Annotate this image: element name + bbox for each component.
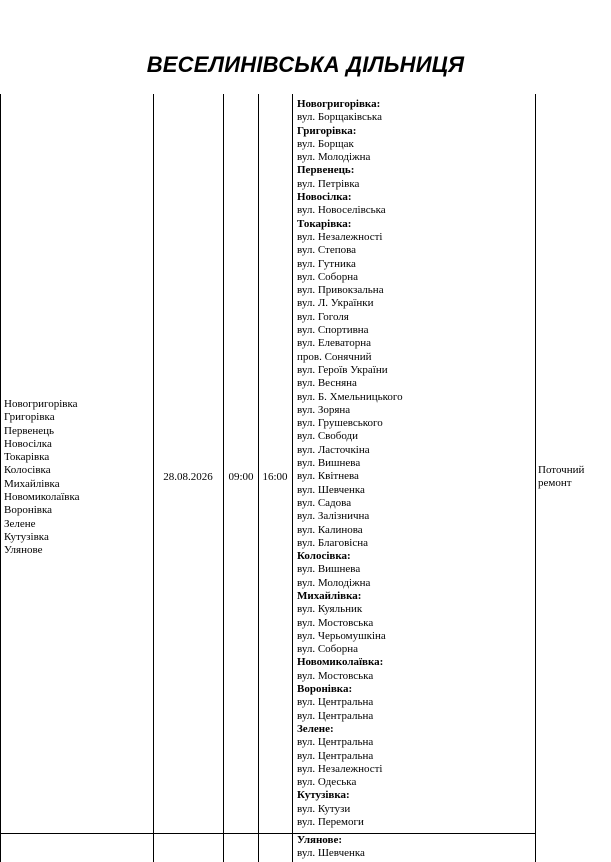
time-from-cell: 09:00 (228, 471, 254, 483)
street-item: вул. Соборна (297, 643, 359, 656)
village-name: Токарівка (4, 451, 50, 464)
street-item: пров. Сонячний (297, 350, 372, 363)
street-item: вул. Незалежності (297, 762, 383, 775)
column-border (223, 94, 224, 862)
street-item: вул. Ласточкіна (297, 443, 370, 456)
page-title: ВЕСЕЛИНІВСЬКА ДІЛЬНИЦЯ (146, 52, 465, 77)
village-name: Кутузівка (4, 530, 49, 543)
village-name: Михайлівка (4, 477, 60, 490)
street-item: вул. Гоголя (297, 310, 349, 323)
column-border (0, 94, 1, 862)
time-to-cell: 16:00 (262, 471, 288, 483)
town-heading: Кутузівка: (297, 789, 350, 802)
village-name: Первенець (4, 424, 55, 437)
street-item: вул. Весняна (297, 377, 357, 390)
street-item: вул. Новоселівська (297, 204, 386, 217)
streets-cell (297, 98, 533, 829)
street-item: вул. Шевченка (297, 483, 365, 496)
column-border (535, 94, 536, 862)
town-heading: Зелене: (297, 722, 334, 735)
street-item: вул. Шевченка (297, 847, 365, 860)
street-item: вул. Героїв України (297, 363, 388, 376)
street-item: вул. Мостовська (297, 616, 374, 629)
town-heading: Григорівка: (297, 124, 357, 137)
village-name: Улянове (4, 544, 43, 557)
village-name: Новомиколаївка (4, 491, 80, 504)
street-item: вул. Куяльник (297, 603, 363, 616)
street-item: вул. Петрівка (297, 177, 360, 190)
street-item: вул. Благовісна (297, 536, 369, 549)
date-cell: 28.08.2026 (163, 471, 213, 483)
street-item: вул. Степова (297, 244, 357, 257)
street-item: вул. Б. Хмельницького (297, 390, 403, 403)
street-item: вул. Калинова (297, 523, 363, 536)
village-name: Новогригорівка (4, 398, 78, 410)
town-heading: Воронівка: (297, 683, 353, 696)
town-heading: Новомиколаївка: (297, 656, 384, 669)
street-item: вул. Борщак (297, 137, 354, 150)
street-item: вул. Гутника (297, 257, 356, 270)
village-name: Воронівка (4, 504, 53, 517)
street-item: вул. Елеваторна (297, 337, 371, 350)
street-item: вул. Садова (297, 496, 352, 509)
village-name: Григорівка (4, 411, 55, 424)
village-name: Колосівка (4, 464, 51, 477)
street-item: вул. Вишнева (297, 563, 361, 576)
street-item: вул. Борщаківська (297, 111, 382, 124)
street-item: вул. Незалежності (297, 230, 383, 243)
street-item: вул. Мостовська (297, 669, 374, 682)
street-item: вул. Квітнева (297, 470, 359, 483)
town-heading: Михайлівка: (297, 589, 362, 602)
next-row-streets-cell (297, 834, 533, 861)
street-item: вул. Грушевського (297, 417, 383, 430)
street-item: вул. Центральна (297, 709, 374, 722)
village-name: Новосілка (4, 437, 52, 450)
street-item: вул. Молодіжна (297, 576, 371, 589)
street-item: вул. Вишнева (297, 457, 361, 470)
village-name: Зелене (4, 517, 36, 530)
street-item: вул. Центральна (297, 749, 374, 762)
street-item: вул. Л. Українки (297, 297, 374, 310)
town-heading: Первенець: (297, 164, 355, 177)
street-item: вул. Центральна (297, 696, 374, 709)
town-heading: Новогригорівка: (297, 98, 381, 110)
street-item: вул. Свободи (297, 430, 359, 443)
street-item: вул. Спортивна (297, 324, 369, 337)
street-item: вул. Черьомушкіна (297, 629, 386, 642)
villages-cell (4, 398, 152, 558)
column-border (292, 94, 293, 862)
town-heading: Токарівка: (297, 217, 352, 230)
street-item: вул. Молодіжна (297, 151, 371, 164)
street-item: вул. Залізнична (297, 510, 370, 523)
reason-cell: Поточний ремонт (538, 464, 585, 490)
street-item: вул. Перемоги (297, 816, 364, 829)
street-item: вул. Центральна (297, 736, 374, 749)
town-heading: Колосівка: (297, 550, 351, 563)
street-item: вул. Зоряна (297, 403, 351, 416)
street-item: вул. Привокзальна (297, 284, 384, 297)
street-item: вул. Одеська (297, 776, 357, 789)
town-heading: Улянове: (297, 834, 343, 846)
street-item: вул. Соборна (297, 270, 359, 283)
street-item: вул. Кутузи (297, 802, 351, 815)
town-heading: Новосілка: (297, 191, 352, 204)
